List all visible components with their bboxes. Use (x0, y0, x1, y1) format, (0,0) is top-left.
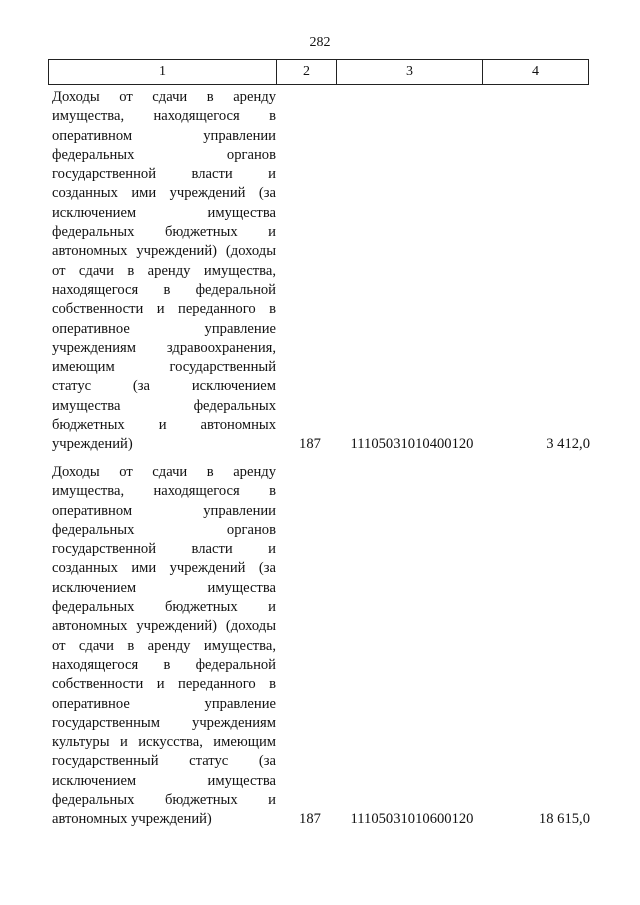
admin-code: 187 (299, 436, 321, 452)
description-line: автономных учреждений) (доходы (52, 618, 276, 635)
income-description (52, 463, 276, 830)
description-line: созданных ими учреждений (за (52, 560, 276, 577)
description-line: бюджетных и автономных (52, 417, 276, 434)
description-line: Доходы от сдачи в аренду (52, 89, 276, 105)
description-line: оперативном управлении (52, 127, 276, 144)
description-line: исключением имущества (52, 204, 276, 221)
column-header-4: 4 (483, 60, 589, 85)
column-header-2: 2 (277, 60, 337, 85)
budget-classification-code: 11105031010400120 (350, 436, 474, 452)
description-line: Доходы от сдачи в аренду (52, 464, 276, 480)
admin-code: 187 (299, 811, 321, 827)
description-line: федеральных бюджетных и (52, 599, 276, 616)
description-line: имущества, находящегося в (52, 108, 276, 125)
description-line: имеющим государственный (52, 359, 276, 376)
description-line: от сдачи в аренду имущества, (52, 637, 276, 654)
amount: 3 412,0 (546, 436, 590, 452)
description-line: федеральных бюджетных и (52, 224, 276, 241)
description-line: оперативном управлении (52, 502, 276, 519)
column-header-3: 3 (337, 60, 483, 85)
description-line: исключением имущества (52, 772, 276, 789)
description-line: государственный статус (за (52, 753, 276, 770)
description-line: государственной власти и (52, 541, 276, 558)
description-line: от сдачи в аренду имущества, (52, 262, 276, 279)
description-line: оперативное управление (52, 695, 276, 712)
description-line: автономных учреждений) (52, 811, 212, 828)
description-line: статус (за исключением (52, 378, 276, 395)
description-line: федеральных органов (52, 146, 276, 163)
description-line: федеральных органов (52, 521, 276, 538)
budget-classification-code: 11105031010600120 (350, 811, 474, 827)
table-row (52, 463, 590, 833)
description-line: учреждениям здравоохранения, (52, 339, 276, 356)
column-header-row (49, 60, 589, 85)
column-header-table (48, 59, 589, 85)
column-header-1: 1 (49, 60, 277, 85)
description-line: государственным учреждениям (52, 714, 276, 731)
description-line: созданных ими учреждений (за (52, 185, 276, 202)
description-line: федеральных бюджетных и (52, 792, 276, 809)
description-line: собственности и переданного в (52, 301, 276, 318)
description-line: культуры и искусства, имеющим (52, 734, 276, 751)
description-line: находящегося в федеральной (52, 656, 276, 673)
description-line: государственной власти и (52, 166, 276, 183)
description-line: имущества, находящегося в (52, 483, 276, 500)
amount: 18 615,0 (538, 811, 590, 827)
description-line: оперативное управление (52, 320, 276, 337)
page-number: 282 (309, 35, 331, 50)
table-row (52, 88, 590, 458)
description-line: находящегося в федеральной (52, 281, 276, 298)
description-line: исключением имущества (52, 579, 276, 596)
income-description (52, 88, 276, 455)
description-line: собственности и переданного в (52, 676, 276, 693)
description-line: автономных учреждений) (доходы (52, 243, 276, 260)
description-line: имущества федеральных (52, 397, 276, 414)
description-line: учреждений) (52, 436, 133, 453)
